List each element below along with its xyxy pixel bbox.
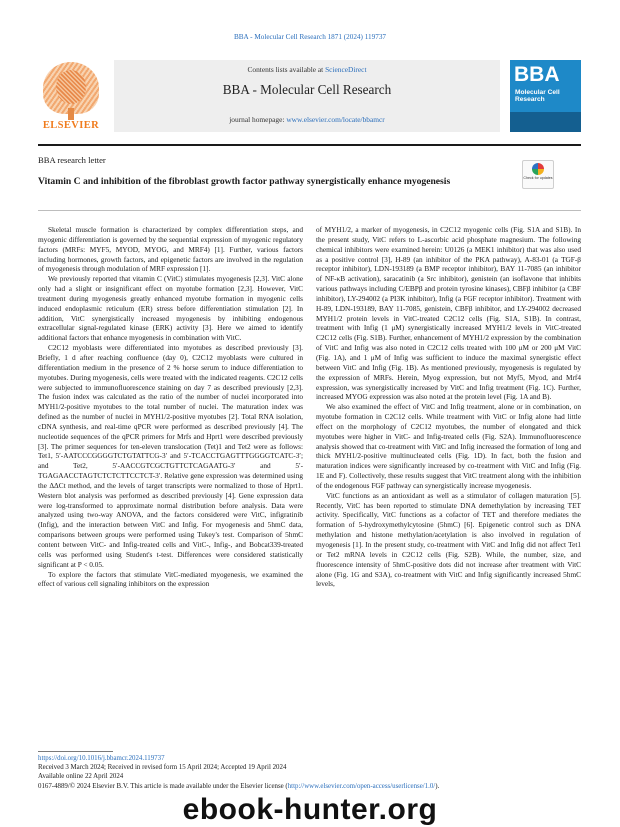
- publisher-logo-text: ELSEVIER: [42, 120, 100, 131]
- article-title: Vitamin C and inhibition of the fibroblast growth factor pathway synergistically enhance myogenesis: [38, 176, 451, 187]
- tree-trunk-icon: [68, 108, 74, 120]
- paragraph: We also examined the effect of VitC and Infig treatment, alone or in combination, on myotube formation in C2C12 cells. While treatment with VitC or Infig alone had little effect on the morphology of C2C12 myotubes, the number of elongated and thick myotubes were higher in VitC- and Infig-treated cells (Fig. S2A). Immunofluorescence analysis showed that co-treatment with VitC and Infig increased the formation of long and thick MYH1/2-positive multinucleated cells (Fig. 1D). In fact, both the fusion and maturation indices were significantly increased by co-treatment with VitC and Infig (Fig. 1E and F). Collectively, these results suggest that VitC treatment along with the inhibition of the endogenous FGF pathway can synergistically increase myogenesis.: [316, 402, 581, 490]
- footer-divider: [38, 751, 113, 752]
- section-type: BBA research letter: [38, 155, 106, 165]
- running-header[interactable]: BBA - Molecular Cell Research 1871 (2024) 119737: [233, 33, 387, 41]
- paragraph: To explore the factors that stimulate VitC-mediated myogenesis, we examined the effect of various cell signaling inhibitors on the expression: [38, 569, 303, 589]
- contents-prefix: Contents lists available at: [247, 65, 326, 74]
- license-prefix: 0167-4889/© 2024 Elsevier B.V. This article is made available under the Elsevier license (: [38, 782, 288, 790]
- body-column-left: [38, 225, 303, 741]
- cover-subtitle: Molecular Cell Research: [515, 89, 560, 104]
- tree-canopy-icon: [56, 70, 86, 104]
- paragraph: of MYH1/2, a marker of myogenesis, in C2C12 myogenic cells (Fig. S1A and S1B). In the present study, VitC refers to L-ascorbic acid phosphate magnesium. The following chemical inhibitors were examined herein: U0126 (a MEK1 inhibitor) that was also used as a positive control [3], H-89 (an inhibitor of the PKA pathway), A-83-01 (a TGF-β receptor inhibitor), LDN-193189 (a BMP receptor inhibitor), BAY 11-7085 (an inhibitor of NF-κB activation), saracatinib (a Src inhibitor), genistein (an isoflavone that inhibits various pathways including C/EBPβ and protein tyrosine kinases), CBFβ inhibitor (a CBF inhibitor), LY-294002 (a PI3K inhibitor), Infig (a FGF receptor inhibitor). Treatment with H-89, LDN-193189, BAY 11-7085, genistein, CBFβ inhibitor, and LY-294002 decreased MYH1/2 protein levels in VitC-treated C2C12 cells (Fig. S1A, S1B). In contrast, treatment with Infig (1 μM) synergistically increased MYH1/2 levels in VitC-treated C2C12 cells (Fig. S1B). Further, enhancement of MYH1/2 expression by the combination of VitC and Infig was also noted in C2C12 cells treated with 100 μM or 200 μM VitC (Fig. 1A), and 1 μM of Infig was sufficient to induce the maximal synergistic effect between VitC and Infig (Fig. 1B). As mentioned previously, myogenesis is regulated by the expression of MRFs. Herein, Myog expression, but not Myf5, Myod, and Mrf4 expression, was synergistically increased by VitC and Infig treatment (Fig. 1C). Further, increased MYOG expression was also noted at the protein level (Fig. 1A and B).: [316, 225, 581, 402]
- paragraph: Skeletal muscle formation is characterized by complex differentiation steps, and myogenic differentiation is governed by the sequential expression of myogenic regulatory factors (MRFs: MYF5, MYOD, MYOG, and MRF4) [1]. Further, various factors including hormones, growth factors, and epigenetic factors are involved in the regulation of myogenesis through modulation of MRF expression [1].: [38, 225, 303, 274]
- title-divider: [38, 210, 581, 211]
- homepage-line: [114, 115, 500, 124]
- journal-cover[interactable]: [510, 60, 581, 132]
- check-for-updates-badge[interactable]: [522, 160, 554, 189]
- elsevier-logo[interactable]: [38, 60, 104, 132]
- body-column-right: [316, 225, 581, 741]
- license-line: [38, 782, 581, 791]
- cover-title: BBA: [514, 63, 560, 86]
- available-online: Available online 22 April 2024: [38, 773, 124, 781]
- paragraph: We previously reported that vitamin C (VitC) stimulates myogenesis [2,3]. VitC alone only had a slight or insignificant effect on myotube formation [2,3]. However, VitC treatment during myogenesis greatly enhanced myotube formation in myogenic cells induced endoplasmic reticulum (ER) stress before differentiation stimulation [2]. In addition, VitC synergistically increased myogenesis by inhibiting endogenous extracellular signal-regulated kinase (ERK) activity [3]. Here we aimed to identify additional factors that enhance myogenesis in combination with VitC.: [38, 274, 303, 343]
- check-updates-label: Check for updates: [523, 176, 553, 180]
- journal-title: BBA - Molecular Cell Research: [222, 82, 392, 97]
- paragraph: C2C12 myoblasts were differentiated into myotubes as described previously [3]. Briefly, 1 d after reaching confluence (day 0), C2C12 myoblasts were cultured in differentiation medium in the presence of 2 % horse serum to induce differentiation to myotubes. During myogenesis, cells were treated with the indicated reagents. C2C12 cells were subjected to immunofluorescence staining on day 7 as described previously [2,3]. The fusion index was calculated as the ratio of the number of nuclei incorporated into MYH1/2-positive myotubes to the total number of nuclei. The maturation index was defined as the number of nuclei in MYH1/2-positive myotubes [2]. Total RNA isolation, cDNA synthesis, and real-time qPCR were performed as described previously [4]. The nucleotide sequences of the qPCR primers for Mrfs and Hprt1 were described previously [3]. The primer sequences for ten-eleven translocation (Tet)1 and Tet2 were as follows: Tet1, 5′-AATCCCGGGGTCTGTATTCG-3′ and 5′-TCACCTGAGTTTGGGGTCATC-3′; and Tet2, 5′-AACCGTCGCTGTTCTCAGAATG-3′ and 5′-TGAGAACCTAGTCTCTCTTCCTCT-3′. Relative gene expression was determined using the ΔΔCt method, and the levels of target transcripts were normalized to those of Hprt1. Western blot analysis was performed as described previously [4]. Gene expression data were log-transformed to approximate normal distribution before analysis. Data were analyzed using two-way ANOVA, and the factors considered were VitC, infigratinib (Infig), and the interaction between VitC and Infig. For myogenesis and 5hmC data, comparisons between groups were performed using Tukey's test. Comparison of 5hmC content between VitC- and Infig-treated cells and VitC-, Infig-, and Bobcat339-treated cells was performed using Student's t-test. Differences were considered statistically significant at P < 0.05.: [38, 343, 303, 569]
- sciencedirect-link[interactable]: ScienceDirect: [325, 65, 367, 74]
- doi-link[interactable]: https://doi.org/10.1016/j.bbamcr.2024.119737: [38, 755, 165, 762]
- watermark: ebook-hunter.org: [182, 793, 438, 826]
- license-link[interactable]: http://www.elsevier.com/open-access/userlicense/1.0/: [287, 782, 436, 790]
- received-dates: Received 3 March 2024; Received in revised form 15 April 2024; Accepted 19 April 2024: [38, 764, 287, 772]
- homepage-link[interactable]: www.elsevier.com/locate/bbamcr: [286, 115, 385, 124]
- cover-image: [510, 112, 581, 132]
- paragraph: VitC functions as an antioxidant as well as a stimulator of collagen maturation [5]. Recently, VitC has been reported to stimulate DNA demethylation by increasing TET activity. Specifically, VitC functions as a cofactor of TET and therefore mediates the formation of 5-hydroxymethylcytosine (5hmC) [6]. Epigenetic control such as DNA methylation and histone methylation/acetylation is also involved in regulation of myogenesis [1]. In the present study, co-treatment with VitC and Infig did not affect Tet1 or Tet2 mRNA levels in C2C12 cells (Fig. S2B). While, the number, size, and fluorescence intensity of 5hmC-positive dots did not increase after treatment with VitC alone (Fig. 1G and S3A), co-treatment with VitC and Infig significantly increased 5hmC levels,: [316, 490, 581, 589]
- header-divider: [38, 144, 581, 146]
- article-footer: [38, 754, 581, 791]
- contents-line: [114, 65, 500, 74]
- journal-masthead: [38, 60, 581, 138]
- license-suffix: ).: [435, 782, 440, 790]
- homepage-prefix: journal homepage:: [229, 115, 287, 124]
- crossmark-icon: [532, 163, 544, 175]
- journal-banner: [114, 60, 500, 132]
